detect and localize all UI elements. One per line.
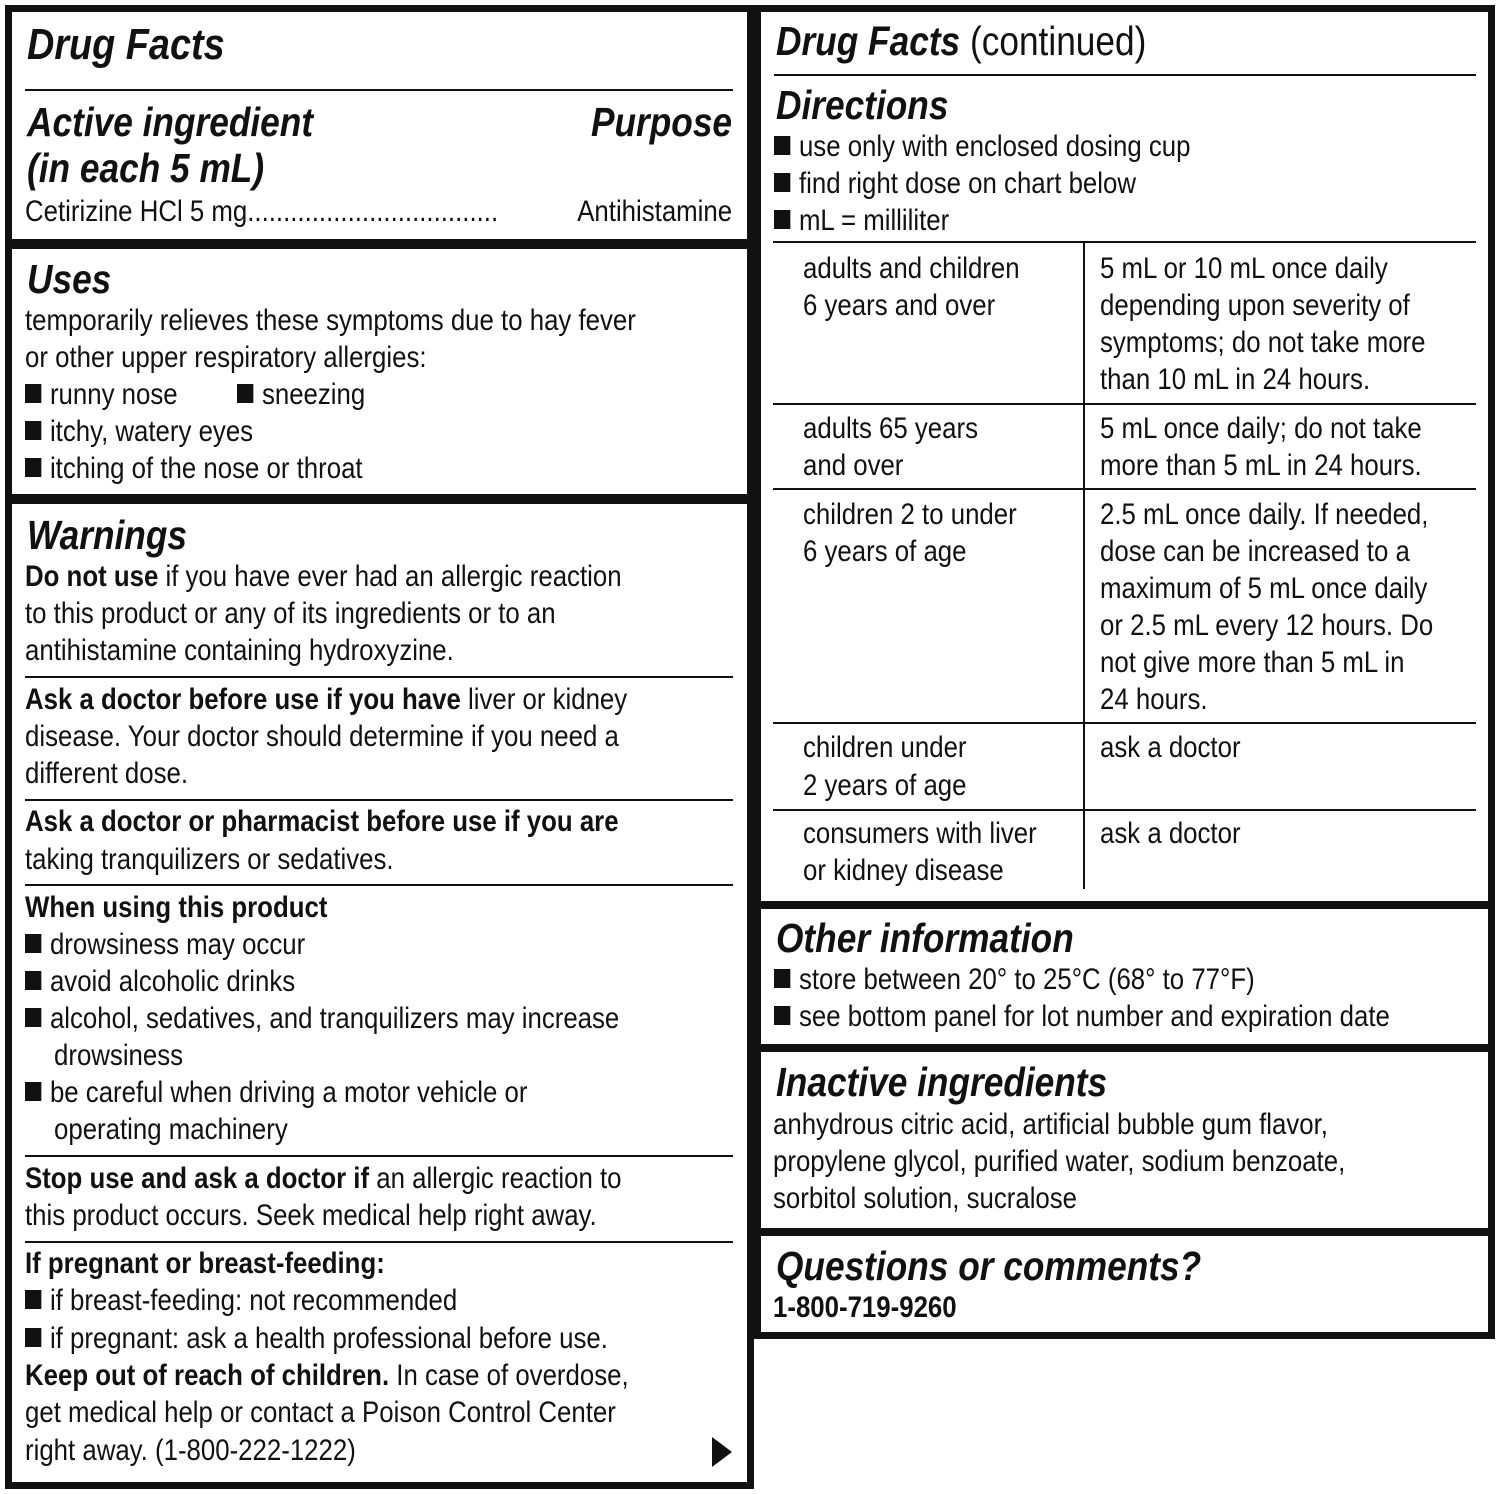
directions-item: find right dose on chart below [774, 165, 1136, 202]
table-cell-who: consumers with liver [803, 817, 1037, 850]
warning-text: taking tranquilizers or sedatives. [25, 843, 394, 876]
table-cell-dose: or 2.5 mL every 12 hours. Do [1100, 609, 1434, 642]
directions-item: use only with enclosed dosing cup [774, 128, 1190, 165]
uses-item: itchy, watery eyes [25, 413, 253, 450]
inactive-ingredients-text: anhydrous citric acid, artificial bubble gum flavor, [773, 1108, 1328, 1141]
table-row-divider [773, 488, 1476, 490]
warning-text: this product occurs. Seek medical help right away. [25, 1199, 597, 1232]
bullet-icon [774, 210, 790, 229]
drug-facts-continued-title: Drug Facts (continued) [776, 18, 1147, 64]
table-row-divider [773, 722, 1476, 724]
table-cell-dose: more than 5 mL in 24 hours. [1100, 449, 1422, 482]
warning-text: different dose. [25, 757, 189, 790]
table-cell-dose: than 10 mL in 24 hours. [1100, 363, 1371, 396]
table-cell-dose: symptoms; do not take more [1100, 326, 1426, 359]
warning-text: Keep out of reach of children. In case of overdose, [25, 1359, 629, 1392]
table-row-divider [773, 403, 1476, 405]
inactive-ingredients-heading: Inactive ingredients [776, 1059, 1108, 1105]
directions-item: mL = milliliter [774, 202, 949, 239]
leader-dots: ................................... [247, 195, 499, 228]
questions-heading: Questions or comments? [776, 1243, 1202, 1289]
uses-text: or other upper respiratory allergies: [25, 341, 427, 374]
warning-item: if pregnant: ask a health professional before use. [25, 1320, 608, 1357]
continue-arrow-icon [712, 1437, 732, 1467]
ingredient-name: Cetirizine HCl 5 mg [25, 195, 248, 228]
other-information-heading: Other information [776, 915, 1074, 961]
table-cell-who: and over [803, 449, 904, 482]
warning-text: antihistamine containing hydroxyzine. [25, 634, 454, 667]
divider [25, 89, 733, 91]
warning-subheading: If pregnant or breast-feeding: [25, 1247, 385, 1280]
other-information-item: see bottom panel for lot number and expiration date [774, 998, 1390, 1035]
uses-heading: Uses [27, 256, 112, 302]
table-cell-who: adults and children [803, 252, 1020, 285]
questions-phone: 1-800-719-9260 [773, 1291, 957, 1324]
divider [774, 74, 1476, 76]
warning-text: Ask a doctor before use if you have liver or kidney [25, 683, 628, 716]
bullet-icon [25, 384, 41, 403]
warning-text: right away. (1-800-222-1222) [25, 1434, 356, 1467]
bullet-icon [25, 421, 41, 440]
table-cell-dose: 2.5 mL once daily. If needed, [1100, 498, 1429, 531]
warning-text: Do not use if you have ever had an allergic reaction [25, 560, 622, 593]
table-cell-dose: ask a doctor [1100, 731, 1241, 764]
table-cell-who: children under [803, 731, 967, 764]
warning-item: alcohol, sedatives, and tranquilizers may increase [25, 1000, 619, 1037]
divider [25, 799, 733, 801]
warning-item-cont: drowsiness [54, 1039, 184, 1072]
bullet-icon [774, 173, 790, 192]
bullet-icon [25, 1290, 41, 1309]
drug-facts-title: Drug Facts [27, 20, 225, 69]
divider [25, 1155, 733, 1157]
table-column-divider [1083, 242, 1085, 889]
active-ingredient-subheading: (in each 5 mL) [27, 145, 265, 191]
bullet-icon [25, 1328, 41, 1347]
bullet-icon [237, 384, 253, 403]
active-ingredient-heading: Active ingredient [27, 99, 314, 145]
warning-subheading: When using this product [25, 891, 328, 924]
bullet-icon [774, 1006, 790, 1025]
divider [25, 884, 733, 886]
warning-text: Stop use and ask a doctor if an allergic reaction to [25, 1162, 622, 1195]
table-cell-who: 2 years of age [803, 769, 967, 802]
table-top-border [773, 241, 1476, 243]
warning-text: Ask a doctor or pharmacist before use if you are [25, 805, 619, 838]
bullet-icon [774, 969, 790, 988]
inactive-ingredients-text: propylene glycol, purified water, sodium benzoate, [773, 1145, 1346, 1178]
divider [25, 1241, 733, 1243]
warnings-heading: Warnings [27, 512, 188, 558]
table-cell-dose: dose can be increased to a [1100, 535, 1410, 568]
warning-item: if breast-feeding: not recommended [25, 1282, 457, 1319]
bullet-icon [25, 934, 41, 953]
warning-item: be careful when driving a motor vehicle or [25, 1074, 527, 1111]
uses-item: sneezing [237, 376, 365, 413]
warning-item: avoid alcoholic drinks [25, 963, 295, 1000]
table-cell-dose: 5 mL once daily; do not take [1100, 412, 1422, 445]
uses-item: itching of the nose or throat [25, 450, 363, 487]
ingredient-purpose: Antihistamine [577, 195, 732, 228]
uses-text: temporarily relieves these symptoms due to hay fever [25, 304, 636, 337]
bullet-icon [25, 971, 41, 990]
table-cell-who: 6 years of age [803, 535, 967, 568]
inactive-ingredients-text: sorbitol solution, sucralose [773, 1182, 1078, 1215]
table-cell-dose: ask a doctor [1100, 817, 1241, 850]
table-cell-dose: 24 hours. [1100, 683, 1208, 716]
warning-text: disease. Your doctor should determine if you need a [25, 720, 619, 753]
directions-heading: Directions [776, 82, 949, 128]
uses-item: runny nose [25, 376, 178, 413]
bullet-icon [25, 1008, 41, 1027]
table-cell-who: 6 years and over [803, 289, 996, 322]
table-cell-who: children 2 to under [803, 498, 1017, 531]
bullet-icon [25, 1082, 41, 1101]
other-information-item: store between 20° to 25°C (68° to 77°F) [774, 961, 1255, 998]
warning-item: drowsiness may occur [25, 926, 305, 963]
bullet-icon [25, 458, 41, 477]
table-cell-who: adults 65 years [803, 412, 978, 445]
warning-text: to this product or any of its ingredients or to an [25, 597, 556, 630]
table-row-divider [773, 809, 1476, 811]
warning-item-cont: operating machinery [54, 1113, 288, 1146]
table-cell-dose: depending upon severity of [1100, 289, 1410, 322]
table-cell-dose: 5 mL or 10 mL once daily [1100, 252, 1388, 285]
table-cell-dose: not give more than 5 mL in [1100, 646, 1405, 679]
bullet-icon [774, 136, 790, 155]
table-cell-dose: maximum of 5 mL once daily [1100, 572, 1428, 605]
divider [25, 676, 733, 678]
purpose-heading: Purpose [590, 99, 732, 145]
warning-text: get medical help or contact a Poison Control Center [25, 1396, 616, 1429]
table-cell-who: or kidney disease [803, 854, 1004, 887]
ingredient-line [25, 193, 498, 230]
